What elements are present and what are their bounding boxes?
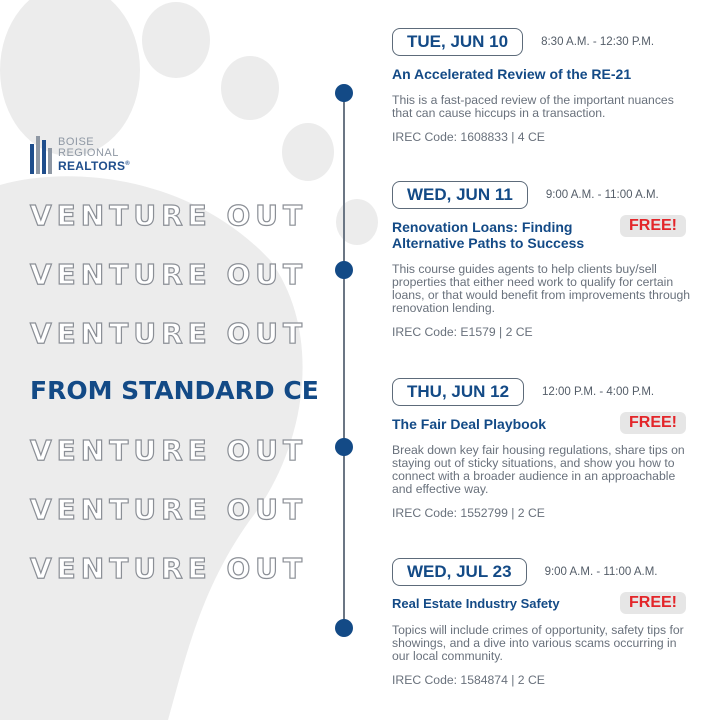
tagline-venture-out: VENTURE OUT xyxy=(30,493,308,526)
logo-line-2: REGIONAL xyxy=(58,146,119,159)
logo-line-3: REALTORS® xyxy=(58,158,131,173)
free-badge: FREE! xyxy=(620,215,686,237)
tagline-venture-out: VENTURE OUT xyxy=(30,199,308,232)
tagline-venture-out: VENTURE OUT xyxy=(30,317,308,350)
event-irec-code: IREC Code: 1608833 | 4 CE xyxy=(392,130,545,144)
footprint-toe-4 xyxy=(282,123,334,181)
event-card xyxy=(392,181,692,339)
tagline-venture-out: VENTURE OUT xyxy=(30,258,308,291)
timeline-line xyxy=(343,93,345,628)
footprint-toe-2 xyxy=(142,2,210,78)
event-title: Renovation Loans: Finding Alternative Paths to Success xyxy=(392,219,585,251)
event-date-badge: WED, JUN 11 xyxy=(392,181,528,209)
footprint-toe-big xyxy=(0,0,140,156)
event-date-badge: TUE, JUN 10 xyxy=(392,28,523,56)
brand-logo xyxy=(30,134,130,174)
event-card xyxy=(392,558,692,687)
event-date-row xyxy=(392,181,692,209)
event-time: 9:00 A.M. - 11:00 A.M. xyxy=(544,566,658,578)
event-description: This course guides agents to help clients buy/sell properties that either need work to qualify for certain loans, or that would benefit from improvements through renovation lending. xyxy=(392,262,691,315)
logo-bars-icon xyxy=(30,134,52,174)
event-irec-code: IREC Code: E1579 | 2 CE xyxy=(392,325,533,339)
timeline-dot xyxy=(335,261,353,279)
event-title-row xyxy=(392,66,692,82)
event-description: Break down key fair housing regulations, share tips on staying out of sticky situations, and show you how to connect with a broader audience in an approachable and effective way. xyxy=(392,443,685,496)
event-title-row xyxy=(392,416,692,432)
footprint-toe-3 xyxy=(221,56,279,120)
timeline-dot xyxy=(335,84,353,102)
event-description: Topics will include crimes of opportunity, safety tips for showings, and a dive into various scams occurring in our local community. xyxy=(392,623,684,663)
event-description: This is a fast-paced review of the important nuances that can cause hiccups in a transaction. xyxy=(392,93,674,120)
logo-line-1: BOISE xyxy=(58,135,95,148)
tagline-highlight: FROM STANDARD CE xyxy=(30,376,319,405)
event-title: The Fair Deal Playbook xyxy=(392,416,547,432)
event-title-row xyxy=(392,596,692,612)
free-badge: FREE! xyxy=(620,412,686,434)
event-title: An Accelerated Review of the RE-21 xyxy=(392,66,632,82)
logo-wordmark xyxy=(58,137,130,172)
tagline-venture-out: VENTURE OUT xyxy=(30,552,308,585)
event-time: 12:00 P.M. - 4:00 P.M. xyxy=(542,386,655,398)
event-date-row xyxy=(392,28,692,56)
event-time: 9:00 A.M. - 11:00 A.M. xyxy=(545,189,659,201)
event-title-row xyxy=(392,219,692,251)
tagline-venture-out: VENTURE OUT xyxy=(30,434,308,467)
event-irec-code: IREC Code: 1584874 | 2 CE xyxy=(392,673,545,687)
event-date-badge: WED, JUL 23 xyxy=(392,558,527,586)
event-date-row xyxy=(392,378,692,406)
event-card xyxy=(392,378,692,520)
event-irec-code: IREC Code: 1552799 | 2 CE xyxy=(392,506,545,520)
event-date-badge: THU, JUN 12 xyxy=(392,378,524,406)
free-badge: FREE! xyxy=(620,592,686,614)
event-card xyxy=(392,28,692,144)
event-time: 8:30 A.M. - 12:30 P.M. xyxy=(541,36,655,48)
event-title: Real Estate Industry Safety xyxy=(392,596,560,611)
timeline-dot xyxy=(335,438,353,456)
event-date-row xyxy=(392,558,692,586)
timeline-dot xyxy=(335,619,353,637)
logo-trademark: ® xyxy=(125,160,131,167)
